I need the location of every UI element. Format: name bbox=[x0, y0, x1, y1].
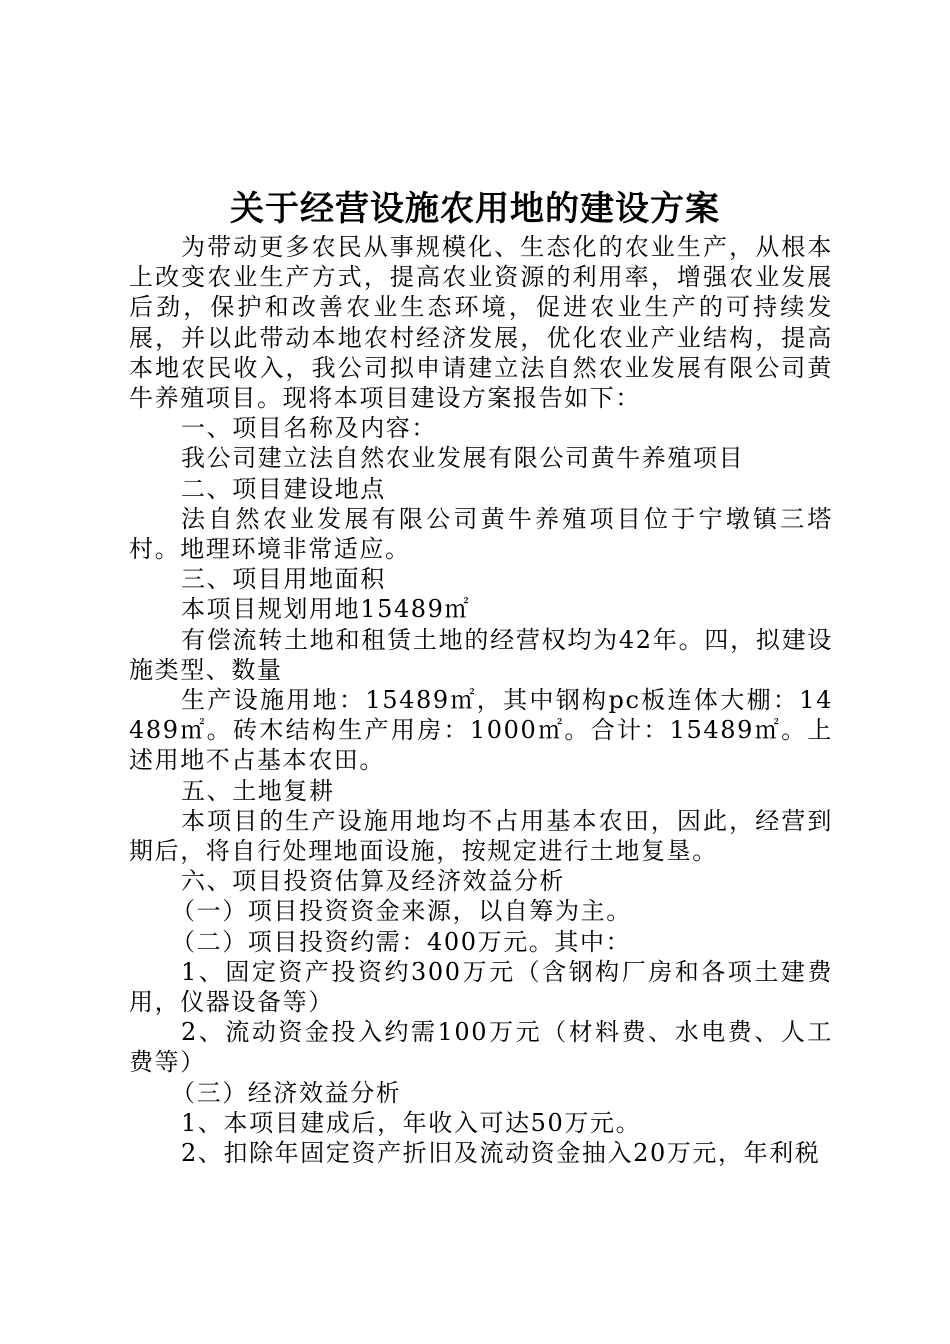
paragraph-annual-profit: 2、扣除年固定资产折旧及流动资金抽入20万元，年利税 bbox=[181, 1139, 821, 1168]
paragraph-funding-source: （一）项目投资资金来源，以自筹为主。 bbox=[171, 897, 632, 926]
paragraph-location: 法自然农业发展有限公司黄牛养殖项目位于宁墩镇三塔村。地理环境非常适应。 bbox=[129, 504, 833, 564]
paragraph-facility-land: 生产设施用地：15489㎡，其中钢构pc板连体大棚：14489㎡。砖木结构生产用房：1000㎡。合计：15489㎡。上述用地不占基本农田。 bbox=[129, 686, 833, 775]
section-heading-reclamation: 五、土地复耕 bbox=[181, 776, 335, 805]
section-heading-land-area: 三、项目用地面积 bbox=[181, 565, 386, 594]
paragraph-project-name: 我公司建立法自然农业发展有限公司黄牛养殖项目 bbox=[181, 444, 745, 473]
paragraph-land-area: 本项目规划用地15489㎡ bbox=[181, 595, 471, 624]
paragraph-reclamation: 本项目的生产设施用地均不占用基本农田，因此，经营到期后，将自行处理地面设施，按规定进行土地复垦。 bbox=[129, 806, 833, 866]
paragraph-intro: 为带动更多农民从事规模化、生态化的农业生产，从根本上改变农业生产方式，提高农业资源的利用率，增强农业发展后劲，保护和改善农业生态环境，促进农业生产的可持续发展，并以此带动本地农村经济发展，优化农业产业结构，提高本地农民收入，我公司拟申请建立法自然农业发展有限公司黄牛养殖项目。现将本项目建设方案报告如下： bbox=[129, 233, 833, 413]
document-title: 关于经营设施农用地的建设方案 bbox=[230, 189, 720, 229]
paragraph-working-capital: 2、流动资金投入约需100万元（材料费、水电费、人工费等） bbox=[129, 1018, 833, 1077]
section-heading-benefit-analysis: （三）经济效益分析 bbox=[171, 1078, 402, 1107]
paragraph-fixed-assets: 1、固定资产投资约300万元（含钢构厂房和各项土建费用，仪器设备等） bbox=[129, 957, 833, 1017]
document-body bbox=[129, 232, 833, 1168]
section-heading-investment: 六、项目投资估算及经济效益分析 bbox=[181, 867, 565, 896]
section-heading-location: 二、项目建设地点 bbox=[181, 474, 386, 503]
paragraph-annual-income: 1、本项目建成后，年收入可达50万元。 bbox=[181, 1108, 642, 1137]
section-heading-project-name: 一、项目名称及内容： bbox=[181, 414, 437, 443]
paragraph-investment-total: （二）项目投资约需：400万元。其中： bbox=[171, 927, 632, 956]
paragraph-land-rights: 有偿流转土地和租赁土地的经营权均为42年。四，拟建设施类型、数量 bbox=[129, 625, 833, 684]
